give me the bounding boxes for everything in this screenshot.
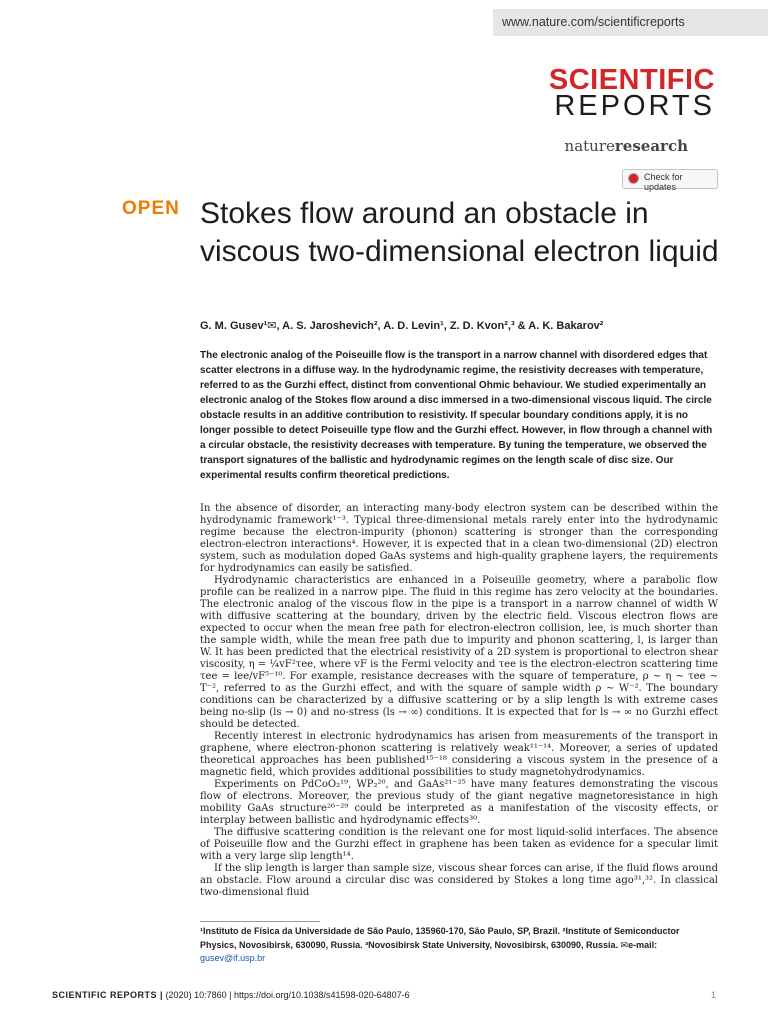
body-paragraph: If the slip length is larger than sample size, viscous shear forces can arise, if the fluid flows around an obstacle. Flow around a circular disc was considered by Stokes a long time ago³¹,³². In classical two-dimensional fluid — [200, 863, 718, 898]
affiliations-footnote — [200, 925, 718, 966]
page-footer — [52, 990, 716, 1000]
page-number: 1 — [710, 990, 716, 1000]
body-paragraph: Hydrodynamic characteristics are enhanced in a Poiseuille geometry, where a parabolic flow profile can be realized in a narrow pipe. The fluid in this regime has zero velocity at the boundaries. The electronic analog of the viscous flow in the pipe is a transport in a narrow channel of width W with diffusive scattering at the boundary, driven by the electric field. Viscous electron flows are expected to occur when the mean free path for electron-electron collision, lee, is much shorter than the sample width, while the mean free path due to impurity and phonon scattering, l, is larger than W. It has been predicted that the electrical resistivity of a 2D system is proportional to electron shear viscosity, η = ¼vF²τee, where vF is the Fermi velocity and τee is the electron-electron scattering time τee = lee/vF⁵⁻¹⁰. For example, resistance decreases with the square of temperature, ρ ∼ η ∼ τee ∼ T⁻², referred to as the Gurzhi effect, and with the square of sample width ρ ∼ W⁻². The boundary conditions can be characterized by a diffusive scattering or by a slip length ls with extreme cases being no-slip (ls → 0) and no-stress (ls → ∞) conditions. It is expected that for ls → ∞ no Gurzhi effect should be detected. — [200, 575, 718, 730]
article-body — [200, 503, 718, 899]
logo-brand-b: research — [614, 137, 688, 155]
author-list: G. M. Gusev¹✉, A. S. Jaroshevich², A. D. Levin¹, Z. D. Kvon²,³ & A. K. Bakarov² — [200, 320, 604, 332]
nature-research-logo — [565, 137, 688, 155]
body-paragraph: Recently interest in electronic hydrodynamics has arisen from measurements of the transport in graphene, where electron-phonon scattering is relatively weak¹¹⁻¹⁴. Moreover, a series of updated theoretical approaches has been published¹⁵⁻¹⁸ considering a viscous system in the presence of a magnetic field, which provides additional possibilities to study magnetohydrodynamics. — [200, 731, 718, 778]
footnote-divider — [200, 921, 320, 922]
body-paragraph: In the absence of disorder, an interacting many-body electron system can be described within the hydrodynamic framework¹⁻³. Typical three-dimensional metals rarely enter into the hydrodynamic regime because the electron-impurity (phonon) scattering is stronger than the corresponding electron-electron interactions⁴. However, it is expected that in a clean two-dimensional (2D) electron system, such as modulation doped GaAs systems and high-quality graphene layers, the requirements for hydrodynamics can easily be satisfied. — [200, 503, 718, 574]
abstract: The electronic analog of the Poiseuille flow is the transport in a narrow channel with disordered edges that scatter electrons in a diffuse way. In the hydrodynamic regime, the resistivity decreases with temperature, referred to as the Gurzhi effect, distinct from conventional Ohmic behaviour. We studied experimentally an electronic analog of the Stokes flow around a disc immersed in a two-dimensional viscous liquid. The circle obstacle results in an additive contribution to resistivity. If specular boundary conditions apply, it is no longer possible to detect Poiseuille type flow and the Gurzhi effect. However, in flow through a channel with a circular obstacle, the resistivity decreases with temperature. By tuning the temperature, we observed the transport signatures of the ballistic and hydrodynamic regimes on the length scale of disc size. Our experimental results confirm theoretical predictions. — [200, 350, 713, 481]
journal-logo-line1: SCIENTIFIC — [548, 64, 715, 96]
affiliations-text: ¹Instituto de Física da Universidade de São Paulo, 135960-170, São Paulo, SP, Brazil. ²Institute of Semiconductor Physics, Novosibirsk, 630090, Russia. ³Novosibirsk State University, Novosibirsk, 630090, Russia. ✉e-mail: — [200, 926, 680, 950]
footer-citation: (2020) 10:7860 — [165, 990, 227, 1000]
footer-journal-name: SCIENTIFIC REPORTS | — [52, 990, 164, 1000]
url-bar[interactable] — [493, 9, 768, 36]
site-url-link[interactable]: www.nature.com/scientificreports — [502, 15, 685, 29]
open-access-label: OPEN — [122, 198, 180, 219]
logo-brand-a: nature — [564, 137, 615, 155]
check-for-updates-button[interactable] — [622, 169, 718, 192]
body-paragraph: The diffusive scattering condition is the relevant one for most liquid-solid interfaces. The absence of Poiseuille flow and the Gurzhi effect in graphene has been taken as evidence for a specular limit with a very large slip length¹⁴. — [200, 827, 718, 862]
crossmark-icon — [628, 173, 639, 184]
article-title: Stokes flow around an obstacle in viscous two-dimensional electron liquid — [200, 197, 719, 268]
footer-doi-link[interactable]: | https://doi.org/10.1038/s41598-020-64807-6 — [229, 990, 410, 1000]
check-for-updates-label: Check for updates — [644, 172, 683, 192]
journal-logo-line2: REPORTS — [554, 90, 715, 122]
body-paragraph: Experiments on PdCoO₂¹⁹, WP₂²⁰, and GaAs²¹⁻²⁵ have many features demonstrating the viscous flow of electrons. Moreover, the previous study of the giant negative magnetoresistance in high mobility GaAs structure²⁶⁻²⁹ could be interpreted as a manifestation of the viscosity effects, or interplay between ballistic and hydrodynamic effects³⁰. — [200, 779, 718, 826]
email-link[interactable]: gusev@if.usp.br — [200, 953, 266, 963]
